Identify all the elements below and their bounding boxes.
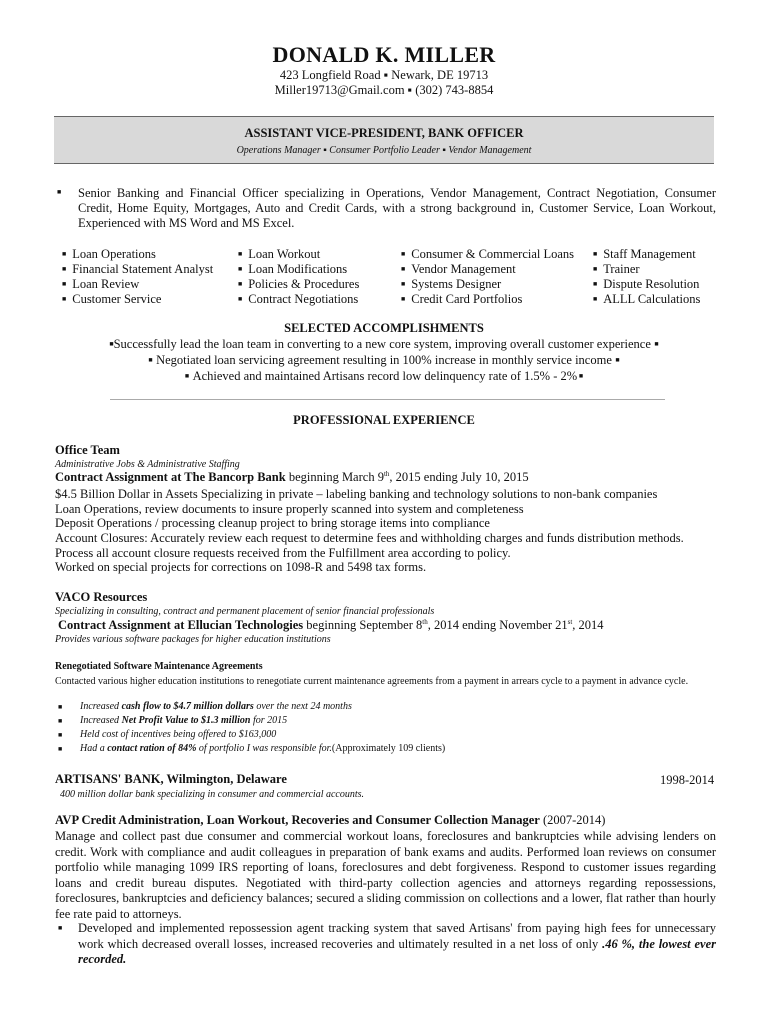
accomplishment-item: ■ Negotiated loan servicing agreement resulting in 100% increase in monthly service income ■ [148,353,620,367]
accomplishment-item: ■Successfully lead the loan team in converting to a new core system, improving overall customer experience ■ [109,337,659,351]
skill-item: ■ Trainer [593,262,640,276]
sub-heading: Renegotiated Software Maintenance Agreements [55,661,263,672]
summary-paragraph: Senior Banking and Financial Officer specializing in Operations, Vendor Management, Contract Negotiation, Consumer Credit, Home Equity, Mortgages, Auto and Credit Cards, with a strong background in, Customer Service, Loan Workout, Experienced with MS Word and MS Excel. [78,186,716,230]
skill-item: ■ Contract Negotiations [238,292,359,306]
duty-line: Worked on special projects for corrections on 1098-R and 5498 tax forms. [55,560,427,574]
address-line: 423 Longfield Road ▪ Newark, DE 19713 [279,68,489,82]
duty-line: Loan Operations, review documents to insure properly scanned into system and completeness [55,502,524,516]
employment-years: 1998-2014 [660,773,715,787]
company-name: VACO Resources [55,590,148,604]
job-title: ASSISTANT VICE-PRESIDENT, BANK OFFICER [244,126,524,140]
section-divider [110,399,665,400]
bullet-mark: ■ [58,717,63,725]
job-subtitle: Operations Manager ▪ Consumer Portfolio Leader ▪ Vendor Management [236,145,532,156]
duty-line: $4.5 Billion Dollar in Assets Specializing in private – labeling banking and technology solutions to non-bank companies [55,487,658,501]
bullet-mark: ■ [58,703,63,711]
skill-item: ■ Policies & Procedures [238,277,360,291]
skill-item: ■ Loan Workout [238,247,321,261]
skill-item: ■ Vendor Management [401,262,516,276]
skill-item: ■ Staff Management [593,247,696,261]
skill-item: ■ ALLL Calculations [593,292,701,306]
position-title: AVP Credit Administration, Loan Workout, Recoveries and Consumer Collection Manager (2007-2014) [55,813,606,827]
achievement-paragraph: Developed and implemented repossession agent tracking system that saved Artisans' from paying high fees for unnecessary work which decreased overall losses, increased recoveries and ultimately resulted in a net loss of only .46 %, the lowest ever recorded. [78,921,716,966]
sub-paragraph: Contacted various higher education institutions to renegotiate current maintenance agreements from a payment in arrears cycle to a payment in advance cycle. [55,676,689,687]
achievement-item: Increased cash flow to $4.7 million dollars over the next 24 months [80,701,352,712]
achievement-item: Held cost of incentives being offered to $163,000 [80,729,277,740]
assignment-line: Contract Assignment at The Bancorp Bank beginning March 9th, 2015 ending July 10, 2015 [55,470,529,485]
achievement-item: Increased Net Profit Value to $1.3 million for 2015 [80,715,288,726]
skill-item: ■ Loan Modifications [238,262,348,276]
duty-line: Account Closures: Accurately review each request to determine fees and withholding charges and funds distribution methods. [55,531,684,545]
candidate-name: DONALD K. MILLER [272,42,496,67]
skill-item: ■ Credit Card Portfolios [401,292,523,306]
assignment-tagline: Provides various software packages for higher education institutions [55,634,331,645]
bullet-mark: ■ [58,924,63,932]
achievement-item: Had a contact ration of 84% of portfolio I was responsible for.(Approximately 109 clients) [80,743,446,754]
title-banner [54,116,714,164]
skill-item: ■ Loan Review [62,277,140,291]
employer-line: ARTISANS' BANK, Wilmington, Delaware [55,772,287,786]
skill-item: ■ Dispute Resolution [593,277,700,291]
skill-item: ■ Consumer & Commercial Loans [401,247,575,261]
duty-line: Deposit Operations / processing cleanup project to bring storage items into compliance [55,516,490,530]
bullet-mark: ■ [58,731,63,739]
duty-line: Process all account closure requests received from the Fulfillment area according to policy. [55,546,511,560]
company-tagline: 400 million dollar bank specializing in consumer and commercial accounts. [60,789,365,800]
company-tagline: Specializing in consulting, contract and permanent placement of senior financial professionals [55,606,435,617]
skill-item: ■ Financial Statement Analyst [62,262,214,276]
skill-item: ■ Systems Designer [401,277,502,291]
skill-item: ■ Customer Service [62,292,162,306]
accomplishments-heading: SELECTED ACCOMPLISHMENTS [284,321,484,335]
assignment-line: Contract Assignment at Ellucian Technologies beginning September 8th, 2014 ending November 21st, 2014 [58,618,604,633]
experience-heading: PROFESSIONAL EXPERIENCE [293,413,475,427]
company-tagline: Administrative Jobs & Administrative Staffing [55,459,240,470]
position-paragraph: Manage and collect past due consumer and commercial workout loans, foreclosures and bankruptcies while advising lenders on credit. Work with compliance and audit colleagues in preparation of bank exams and audits. Performed loan reviews on consumer portfolio while managing 1099 IRS reporting of loans, foreclosures and debt forgiveness. Respond to customer issues regarding loans and credit bureau disputes. Negotiated with third-party collection agencies and attorneys regarding repossessions, foreclosures, bankruptcies and deficiency balances; secured a sliding commission on collections and a lower, flat rather than hourly fee rate paid to attorneys. [55,829,716,921]
skill-item: ■ Loan Operations [62,247,156,261]
contact-line: Miller19713@Gmail.com ▪ (302) 743-8854 [274,83,494,97]
summary-bullet: ■ [57,188,62,196]
accomplishment-item: ■ Achieved and maintained Artisans record low delinquency rate of 1.5% - 2% ■ [184,369,584,383]
bullet-mark: ■ [58,745,63,753]
company-name: Office Team [55,443,120,457]
